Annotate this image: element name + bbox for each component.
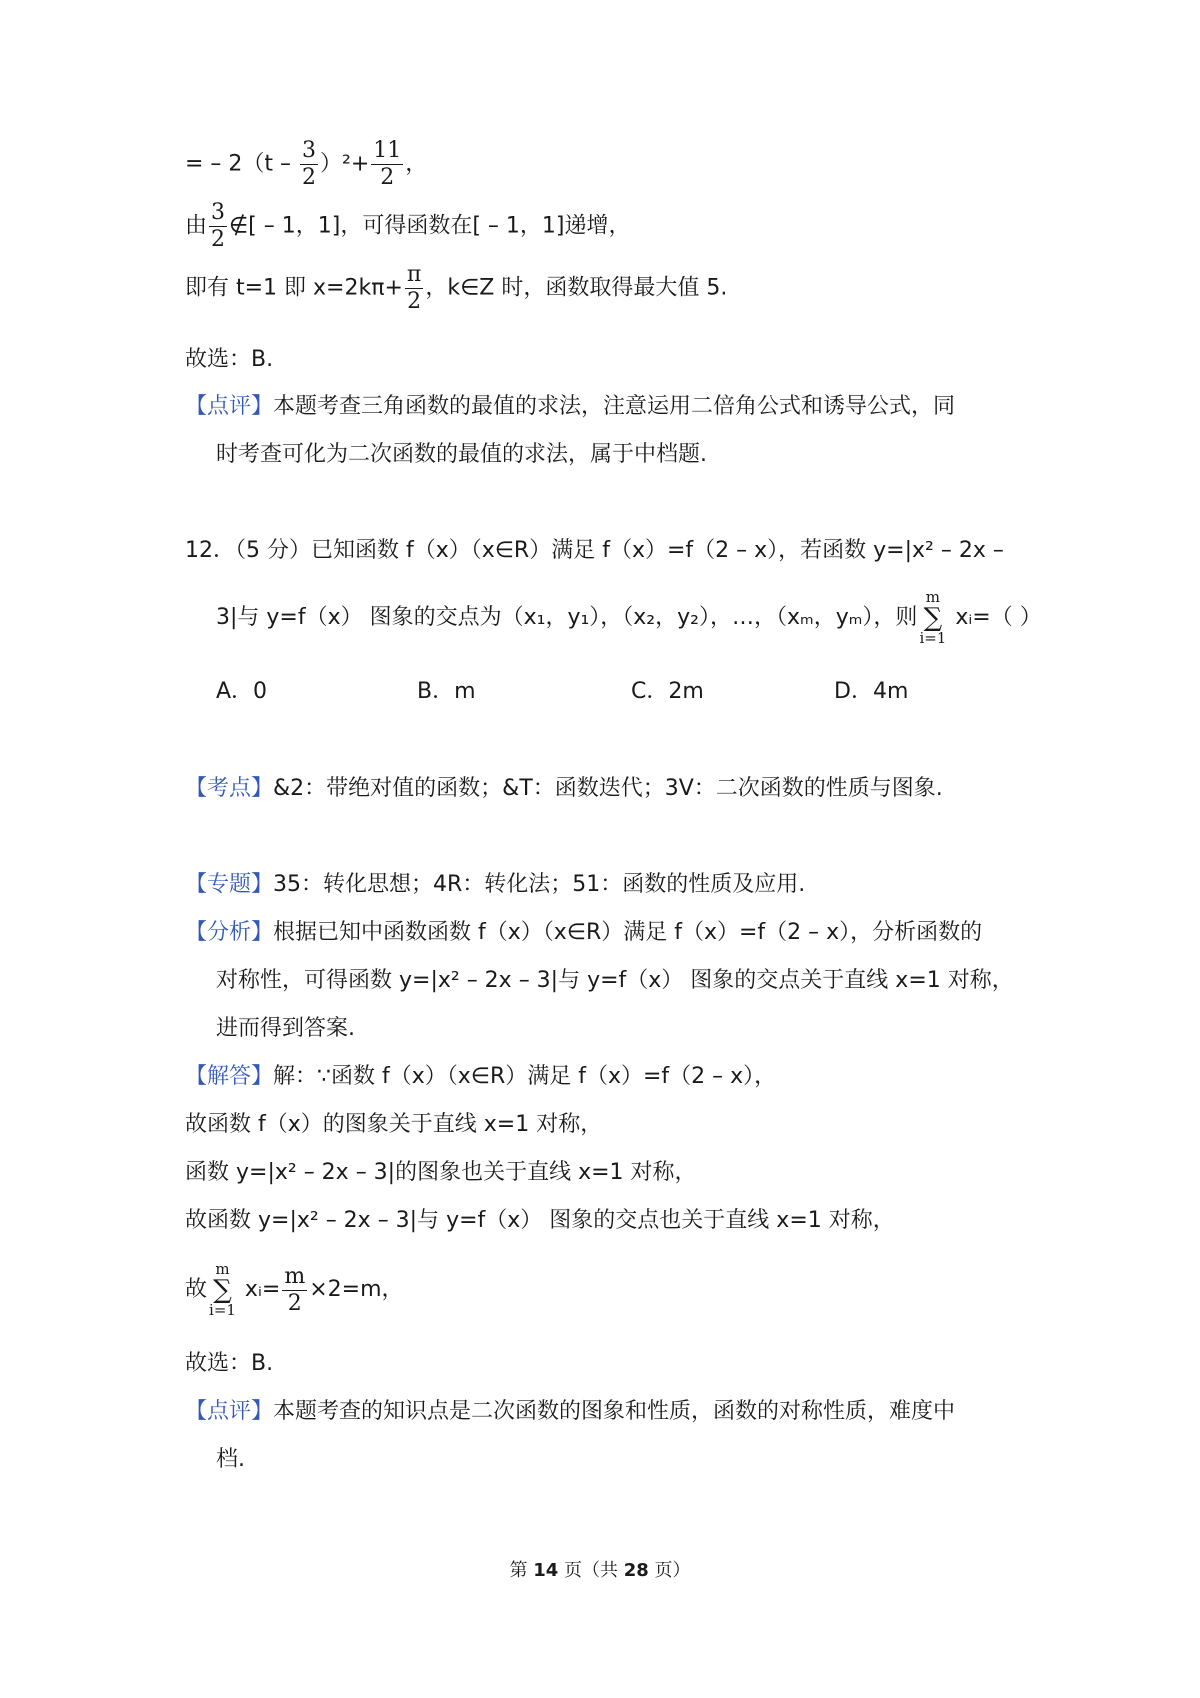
answer-choice: 故选：B. — [185, 1351, 274, 1376]
question-text: 12．（5 分）已知函数 f（x）（x∈R）满足 f（x）=f（2 – x），若函数 y=|x² – 2x – — [185, 538, 1004, 563]
review-tag: 【点评】 — [185, 1399, 274, 1424]
page-number: 14 — [533, 1560, 559, 1581]
fraction: $\frac{3}{2}$ — [211, 200, 226, 252]
summation: m ∑ i=1 — [209, 1260, 236, 1319]
formula-line: 由 $\frac{3}{2}$ ∉[ – 1，1]，可得函数在[ – 1，1]递增， — [185, 200, 631, 252]
kaodian-line: 【考点】&2：带绝对值的函数；&T：函数迭代；3V：二次函数的性质与图象. — [185, 776, 943, 801]
zhuanti-line: 【专题】35：转化思想；4R：转化法；51：函数的性质及应用. — [185, 872, 806, 897]
answer-choice: 故选：B. — [185, 347, 274, 372]
question-text: 3|与 y=f（x） 图象的交点为（x₁，y₁），（x₂，y₂），…，（xₘ，yₘ），则 m ∑ i=1 xᵢ=（ ） — [216, 588, 1042, 647]
solution-step: 函数 y=|x² – 2x – 3|的图象也关于直线 x=1 对称， — [185, 1160, 697, 1185]
review-line: 时考查可化为二次函数的最值的求法，属于中档题. — [216, 442, 707, 467]
jieda-line: 【解答】解：∵函数 f（x）（x∈R）满足 f（x）=f（2 – x）， — [185, 1064, 777, 1089]
option-b: B．m — [417, 679, 476, 704]
review-line: 【点评】本题考查三角函数的最值的求法，注意运用二倍角公式和诱导公式，同 — [185, 394, 956, 419]
page-total: 28 — [623, 1560, 649, 1581]
solution-step: 故 m ∑ i=1 xᵢ= $\frac{m}{2}$ ×2=m， — [185, 1260, 404, 1319]
fraction: $\frac{\pi}{2}$ — [406, 262, 422, 314]
option-c: C．2m — [631, 679, 704, 704]
review-tag: 【点评】 — [185, 394, 274, 419]
fraction: $\frac{3}{2}$ — [302, 138, 317, 190]
solution-step: 故函数 f（x）的图象关于直线 x=1 对称， — [185, 1112, 603, 1137]
fraction: $\frac{11}{2}$ — [373, 138, 402, 190]
summation: m ∑ i=1 — [919, 588, 947, 647]
fenxi-line: 对称性，可得函数 y=|x² – 2x – 3|与 y=f（x） 图象的交点关于直线 x=1 对称， — [216, 968, 1014, 993]
fraction: $\frac{m}{2}$ — [284, 1263, 306, 1316]
option-a: A．0 — [216, 679, 268, 704]
formula-line: 即有 t=1 即 x=2kπ+ $\frac{\pi}{2}$ ，k∈Z 时，函数取得最大值 5. — [185, 262, 728, 314]
page-footer: 第 14 页（共 28 页） — [509, 1560, 691, 1581]
review-line: 【点评】本题考查的知识点是二次函数的图象和性质，函数的对称性质，难度中 — [185, 1399, 956, 1424]
fenxi-line: 进而得到答案. — [216, 1016, 355, 1041]
review-line: 档. — [216, 1447, 245, 1472]
formula-line: = – 2（t – $\frac{3}{2}$ ）²+ $\frac{11}{2}$ ， — [185, 138, 428, 190]
option-d: D．4m — [834, 679, 909, 704]
solution-step: 故函数 y=|x² – 2x – 3|与 y=f（x） 图象的交点也关于直线 x=1 对称， — [185, 1208, 895, 1233]
fenxi-line: 【分析】根据已知中函数函数 f（x）（x∈R）满足 f（x）=f（2 – x），分析函数的 — [185, 920, 983, 945]
